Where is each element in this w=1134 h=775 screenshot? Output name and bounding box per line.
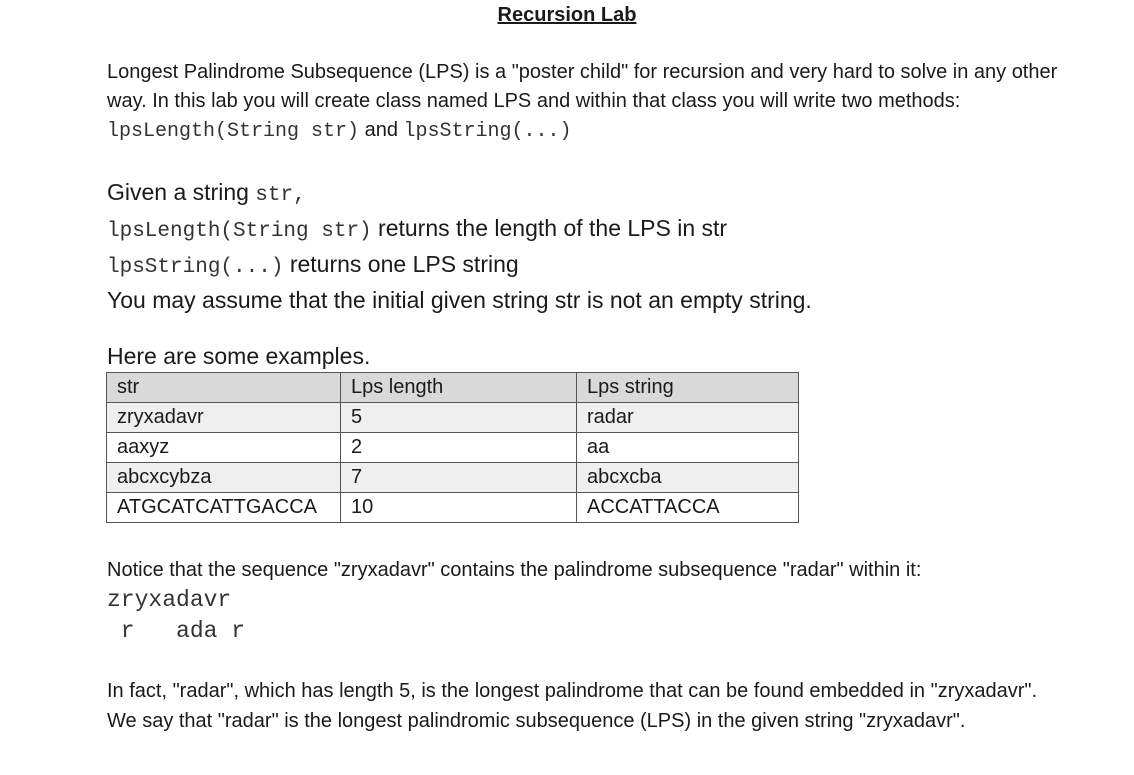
- intro-text-2: and: [359, 119, 404, 141]
- cell-lps-length: 5: [341, 403, 577, 433]
- given-section: [107, 176, 1067, 317]
- lps-length-signature: lpsLength(String str): [107, 120, 360, 143]
- cell-str: aaxyz: [107, 433, 341, 463]
- notice-paragraph: Notice that the sequence "zryxadavr" contains the palindrome subsequence "radar" within it:: [107, 559, 922, 581]
- cell-str: zryxadavr: [107, 403, 341, 433]
- given-line-2: [107, 212, 1067, 248]
- table-header-row: [107, 373, 799, 403]
- table-row: [107, 493, 799, 523]
- cell-lps-string: radar: [577, 403, 799, 433]
- table-row: [107, 433, 799, 463]
- lps-string-code: lpsString(...): [107, 256, 284, 279]
- examples-table: [106, 372, 799, 523]
- given-text: Given a string: [107, 179, 256, 205]
- lps-length-description: returns the length of the LPS in str: [371, 215, 728, 241]
- given-line-1: [107, 176, 1067, 212]
- header-lps-string: Lps string: [577, 373, 799, 403]
- header-str: str: [107, 373, 341, 403]
- sequence-palindrome-marks: r ada r: [107, 618, 246, 644]
- cell-str: abcxcybza: [107, 463, 341, 493]
- cell-lps-length: 10: [341, 493, 577, 523]
- cell-lps-string: abcxcba: [577, 463, 799, 493]
- cell-lps-length: 7: [341, 463, 577, 493]
- cell-lps-length: 2: [341, 433, 577, 463]
- table-row: [107, 463, 799, 493]
- intro-text-1: Longest Palindrome Subsequence (LPS) is a "poster child" for recursion and very hard to solve in any other way. In this lab you will create class named LPS and within that class you will write two methods:: [107, 61, 1058, 112]
- examples-heading: Here are some examples.: [107, 343, 371, 369]
- table-row: [107, 403, 799, 433]
- infact-paragraph: In fact, "radar", which has length 5, is the longest palindrome that can be found embedded in "zryxadavr". We say that "radar" is the longest palindromic subsequence (LPS) in the given string "zryxadavr".: [107, 680, 1038, 732]
- cell-lps-string: aa: [577, 433, 799, 463]
- header-lps-length: Lps length: [341, 373, 577, 403]
- given-line-3: [107, 248, 1067, 284]
- sequence-full: zryxadavr: [107, 587, 232, 613]
- cell-str: ATGCATCATTGACCA: [107, 493, 341, 523]
- lps-length-code: lpsLength(String str): [107, 220, 372, 243]
- lps-string-description: returns one LPS string: [283, 251, 519, 277]
- intro-paragraph: [107, 58, 1067, 146]
- given-str-code: str,: [255, 184, 306, 207]
- cell-lps-string: ACCATTACCA: [577, 493, 799, 523]
- lps-string-signature: lpsString(...): [403, 120, 572, 143]
- given-line-4: You may assume that the initial given string str is not an empty string.: [107, 287, 812, 313]
- page-title: Recursion Lab: [497, 4, 637, 26]
